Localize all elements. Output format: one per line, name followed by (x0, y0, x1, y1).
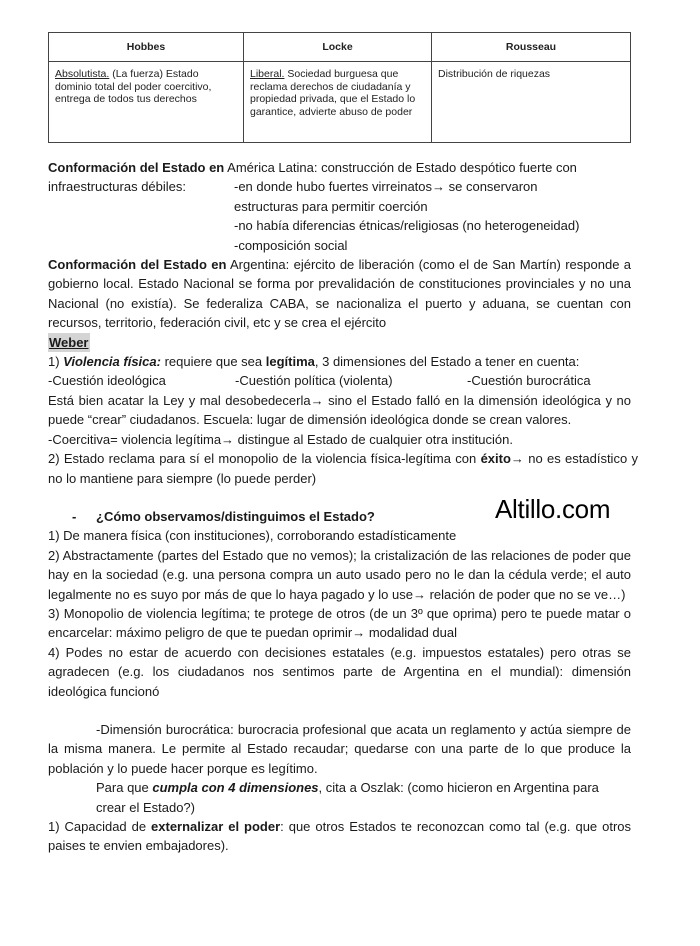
weber-point-1 (48, 352, 631, 371)
dimension-politica: -Cuestión política (violenta) (235, 373, 393, 389)
weber-p1-rest: , 3 dimensiones del Estado a tener en cuenta: (314, 354, 580, 370)
latam-items (234, 177, 631, 255)
philosophers-table (48, 32, 631, 143)
table-header-rousseau: Rousseau (432, 33, 631, 62)
observe-item: 3) Monopolio de violencia legítima; te protege de otros (de un 3º que oprima) pero te puede matar o encarcelar: máximo peligro de que te puedan oprimir→ modalidad dual (48, 605, 631, 641)
weber-heading: Weber (48, 333, 90, 352)
latam-left-label: infraestructuras débiles: (48, 179, 187, 195)
observe-item: 1) De manera física (con instituciones), corroborando estadísticamente (48, 528, 457, 544)
weber-paragraph-3: -Coercitiva= violencia legítima→ distingue al Estado de cualquier otra institución. (48, 431, 513, 447)
spacer (48, 701, 631, 720)
latam-section (48, 158, 631, 255)
oszlak-post: , cita a Oszlak: (como hicieron en Argentina para crear el Estado?) (96, 780, 599, 815)
weber-p1-mid: requiere que sea (160, 354, 266, 370)
hobbes-label: Absolutista. (55, 68, 110, 80)
weber-p1-legit: legítima (265, 354, 315, 370)
weber-p1-bold: Violencia física: (63, 354, 161, 370)
latam-item: -en donde hubo fuertes virreinatos→ se conservaron (234, 179, 538, 195)
observe-section (48, 507, 631, 701)
oszlak-item1-post: : que otros Estados te reconozcan como tal (e.g. que otros paises te envien embajadores). (48, 819, 631, 854)
oszlak-item-1 (48, 817, 631, 856)
altillo-watermark: Altillo.com (495, 494, 611, 524)
bullet-dash: - (72, 508, 77, 524)
table-header-locke: Locke (244, 33, 432, 62)
argentina-paragraph (48, 255, 631, 333)
locke-text: Sociedad burguesa que reclama derechos de ciudadanía y propiedad privada, que el Estado lo garantice, advierte abuso de poder (250, 68, 416, 118)
table-header-row (49, 33, 631, 62)
oszlak-item1-bold: externalizar el poder (151, 819, 281, 834)
weber-p1-num: 1) (48, 354, 64, 370)
bureaucratic-paragraph: -Dimensión burocrática: burocracia profesional que acata un reglamento y actúa siempre de la misma manera. Le permite al Estado recaudar; quedarse con una parte de lo que produce la población y lo puede hacer porque es legítimo. (48, 721, 631, 776)
latam-item: -composición social (234, 237, 348, 253)
weber-section (48, 333, 638, 488)
table-cell-rousseau (432, 62, 631, 143)
latam-line1 (48, 158, 631, 177)
weber-p4-a: 2) Estado reclama para sí el monopolio de la violencia física-legítima con (48, 451, 481, 467)
latam-item: estructuras para permitir coerción (234, 198, 428, 214)
argentina-text: Argentina: ejército de liberación (como el de San Martín) responde a gobierno local. Estado Nacional se forma por prevalidación de constituciones provinciales y no una Nacional (no existía). Se federaliza CABA, se nacionaliza el puerto y aduana, se cuentan con recursos, territorio, federación civil, etc y se crea el ejército (48, 257, 631, 331)
latam-list-row (48, 177, 631, 255)
observe-heading-text: ¿Cómo observamos/distinguimos el Estado? (96, 508, 375, 524)
oszlak-pre: Para que (96, 780, 153, 796)
weber-point-2 (48, 449, 638, 488)
oszlak-paragraph (48, 778, 616, 817)
locke-label: Liberal. (250, 68, 285, 80)
table-cell-locke (244, 62, 432, 143)
latam-item: -no había diferencias étnicas/religiosas (no heterogeneidad) (234, 218, 580, 234)
weber-dimensions (48, 371, 631, 390)
dimension-ideologica: -Cuestión ideológica (48, 373, 166, 389)
rousseau-text: Distribución de riquezas (438, 68, 551, 80)
weber-p4-b: → no es estadístico y no lo mantiene para siempre (lo puede perder) (48, 451, 638, 486)
latam-bold-lead: Conformación del Estado en (48, 160, 225, 175)
weber-p4-exito: éxito (480, 451, 511, 467)
bureaucratic-section (48, 720, 631, 856)
latam-line1-text: América Latina: construcción de Estado despótico fuerte con (224, 160, 577, 175)
hobbes-text: (La fuerza) Estado dominio total del poder coercitivo, entrega de todos tus derechos (55, 68, 212, 105)
table-cell-hobbes (49, 62, 244, 143)
oszlak-bold: cumpla con 4 dimensiones (152, 780, 319, 796)
table-header-hobbes: Hobbes (49, 33, 244, 62)
document-page (48, 32, 638, 856)
weber-paragraph-2: Está bien acatar la Ley y mal desobedecerla→ sino el Estado falló en la dimensión ideológica y no puede “crear” ciudadanos. Escuela: lugar de dimensión ideológica donde se crean valores. (48, 392, 631, 428)
argentina-bold-lead: Conformación del Estado en (48, 257, 227, 273)
table-row (49, 62, 631, 143)
observe-item: 2) Abstractamente (partes del Estado que no vemos); la cristalización de las relaciones de poder que hay en la sociedad (e.g. una persona compra un auto usado pero no le dan la cédula verde; el auto legalmente no es suyo por más de que lo haya pagado y lo use→ relación de poder que no se ve…) (48, 547, 631, 602)
dimension-burocratica: -Cuestión burocrática (467, 373, 591, 389)
oszlak-item1-pre: 1) Capacidad de (48, 819, 152, 834)
observe-item: 4) Podes no estar de acuerdo con decisiones estatales (e.g. impuestos estatales) pero otras se agradecen (e.g. los ciudadanos nos sentimos parte de Argentina en el mundial): dimensión ideológica funcionó (48, 644, 631, 699)
